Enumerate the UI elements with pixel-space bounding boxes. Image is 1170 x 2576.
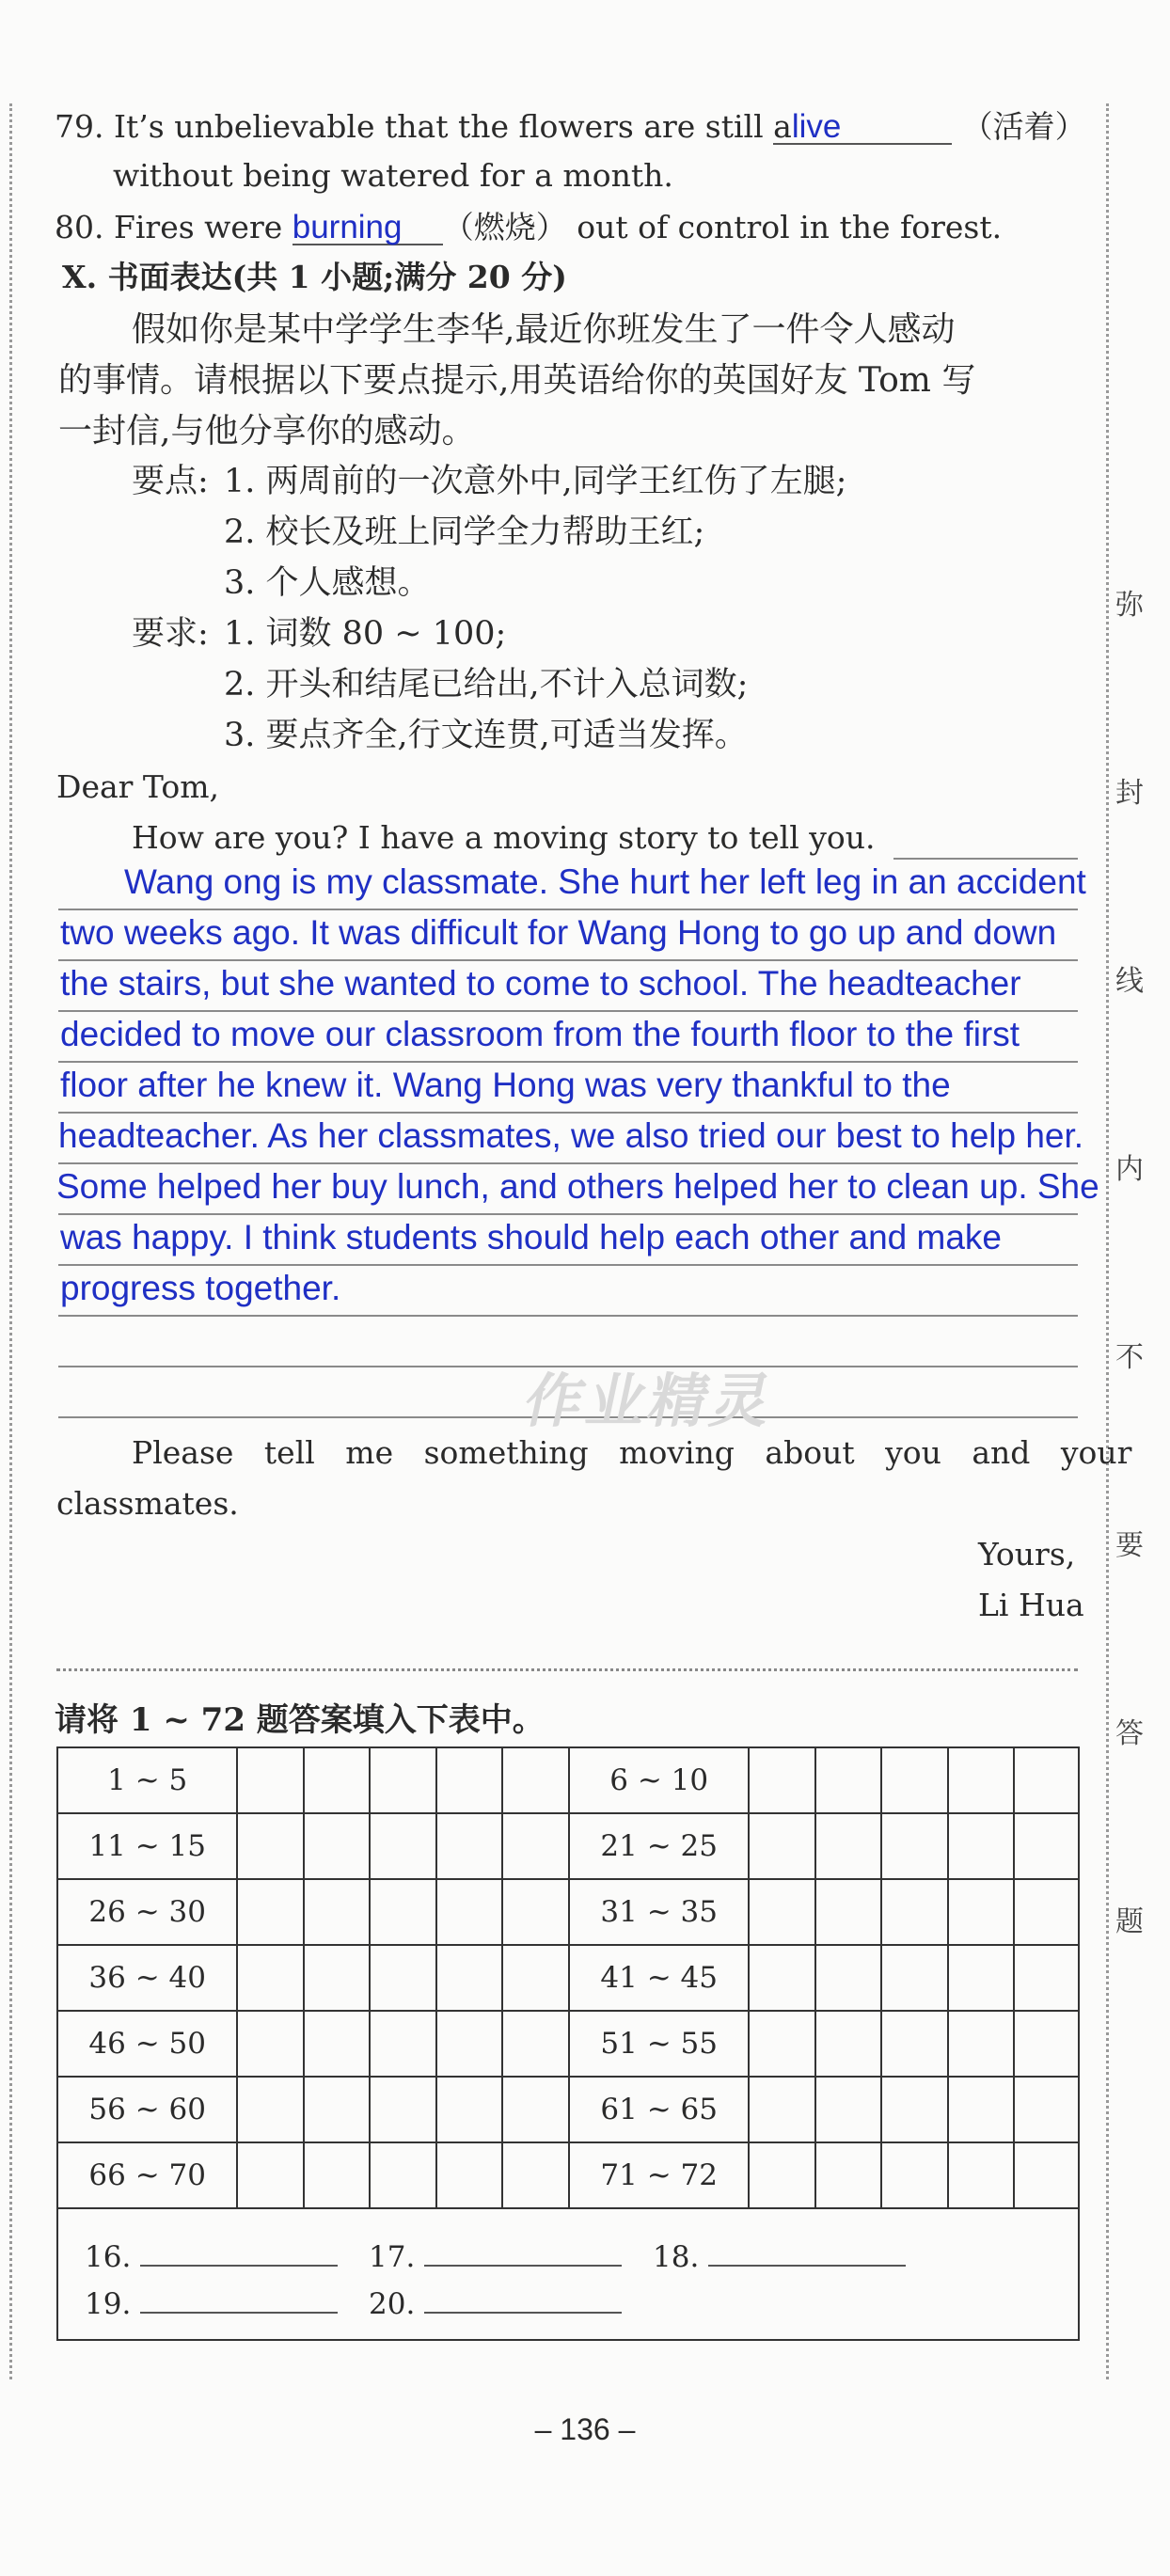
letter-signature: Li Hua: [978, 1587, 1084, 1623]
question-79-line2: without being watered for a month.: [113, 157, 673, 194]
section-title: X. 书面表达(共 1 小题;满分 20 分): [62, 259, 567, 295]
answer-blank: burning: [292, 211, 443, 245]
table-row: 11 ~ 15 21 ~ 25: [57, 1813, 1079, 1879]
watermark-logo: 作业精灵: [518, 1367, 782, 1435]
handwritten-line: floor after he knew it. Wang Hong was very thankful to the: [60, 1066, 951, 1104]
question-79: 79. It’s unbelievable that the flowers are still alive （活着）: [55, 108, 1086, 145]
handwritten-line: was happy. I think students should help each other and make: [60, 1218, 1003, 1256]
side-char: 不: [1115, 1341, 1144, 1374]
letter-closing: classmates.: [56, 1485, 239, 1522]
req-item: 2. 开头和结尾已给出,不计入总词数;: [224, 666, 749, 703]
writing-line: [58, 1112, 1078, 1114]
handwritten-line: decided to move our classroom from the fourth floor to the first: [60, 1015, 1020, 1053]
table-row: 1 ~ 5 6 ~ 10: [57, 1747, 1079, 1813]
side-char: 线: [1115, 965, 1144, 998]
handwritten-line: the stairs, but she wanted to come to school. The headteacher: [60, 964, 1021, 1003]
writing-line: [58, 1315, 1078, 1317]
table-row: 46 ~ 50 51 ~ 55: [57, 2011, 1079, 2077]
writing-line: [58, 1010, 1078, 1012]
cut-line: [56, 1668, 1078, 1671]
writing-line: [58, 1061, 1078, 1063]
handwritten-line: two weeks ago. It was difficult for Wang Hong to go up and down: [60, 913, 1057, 952]
side-char: 内: [1115, 1153, 1144, 1186]
handwritten-line: headteacher. As her classmates, we also tried our best to help her.: [58, 1116, 1084, 1155]
answer-table: [56, 1746, 1080, 2209]
writing-line: [58, 1162, 1078, 1164]
fill-item[interactable]: 18.: [653, 2240, 906, 2274]
point-item: 1. 两周前的一次意外中,同学王红伤了左腿;: [224, 463, 847, 500]
points-label: 要点:: [132, 463, 209, 500]
right-binding-line: [1106, 103, 1109, 2379]
writing-line: [58, 1213, 1078, 1215]
left-binding-line: [9, 103, 12, 2379]
writing-line: [893, 858, 1078, 860]
table-row: 26 ~ 30 31 ~ 35: [57, 1879, 1079, 1945]
prompt-line: 一封信,与他分享你的感动。: [58, 412, 476, 450]
answer-sheet-title: 请将 1 ~ 72 题答案填入下表中。: [55, 1701, 545, 1739]
point-item: 3. 个人感想。: [224, 564, 431, 602]
table-row: 36 ~ 40 41 ~ 45: [57, 1945, 1079, 2011]
writing-line: [58, 1264, 1078, 1266]
fill-item[interactable]: 17.: [369, 2240, 622, 2274]
side-char: 弥: [1115, 589, 1144, 622]
page-number: – 136 –: [534, 2412, 636, 2446]
table-row: 66 ~ 70 71 ~ 72: [57, 2142, 1079, 2208]
side-char: 题: [1115, 1905, 1144, 1938]
req-item: 1. 词数 80 ~ 100;: [224, 615, 507, 653]
letter-greeting: Dear Tom,: [56, 768, 220, 805]
handwritten-line: progress together.: [60, 1269, 341, 1307]
fill-item[interactable]: 19.: [85, 2287, 338, 2321]
writing-line: [58, 959, 1078, 961]
fill-item[interactable]: 16.: [85, 2240, 338, 2274]
answer-blank: alive: [773, 110, 952, 145]
table-row: 56 ~ 60 61 ~ 65: [57, 2077, 1079, 2142]
side-char: 要: [1115, 1529, 1144, 1562]
point-item: 2. 校长及班上同学全力帮助王红;: [224, 514, 705, 551]
side-char: 答: [1115, 1717, 1144, 1750]
letter-closing: Please tell me something moving about you and your: [132, 1434, 1132, 1471]
letter-yours: Yours,: [978, 1536, 1076, 1572]
req-label: 要求:: [132, 615, 209, 653]
prompt-line: 的事情。请根据以下要点提示,用英语给你的英国好友 Tom 写: [58, 361, 976, 400]
handwritten-line: Some helped her buy lunch, and others helped her to clean up. She: [56, 1167, 1099, 1206]
question-80: 80. Fires were burning （燃烧） out of control in the forest.: [55, 209, 1003, 245]
side-char: 封: [1115, 777, 1144, 810]
letter-opening: How are you? I have a moving story to tell you.: [132, 819, 876, 856]
req-item: 3. 要点齐全,行文连贯,可适当发挥。: [224, 717, 748, 754]
fill-item[interactable]: 20.: [369, 2287, 622, 2321]
handwritten-line: Wang ong is my classmate. She hurt her left leg in an accident: [124, 862, 1086, 901]
writing-line: [58, 909, 1078, 910]
prompt-line: 假如你是某中学学生李华,最近你班发生了一件令人感动: [132, 310, 956, 349]
